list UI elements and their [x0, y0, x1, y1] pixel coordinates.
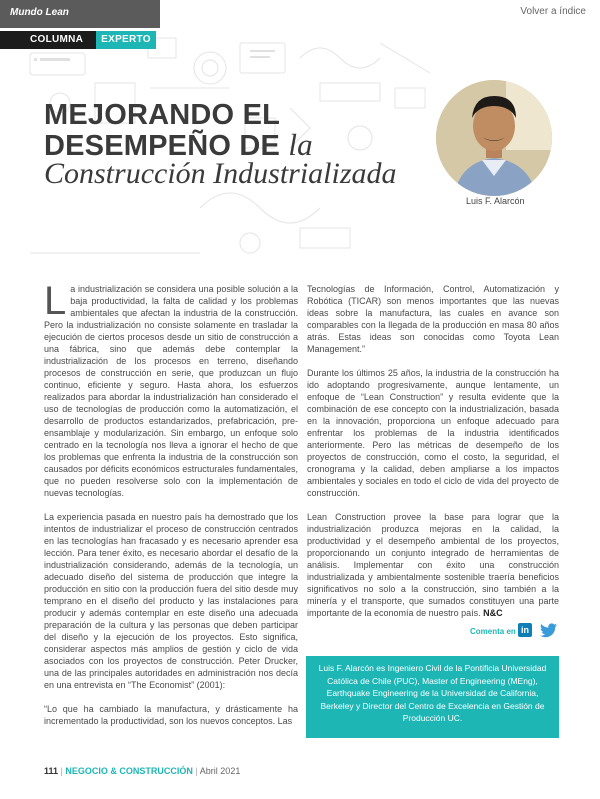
header-bar [0, 0, 160, 28]
paragraph: La experiencia pasada en nuestro país ha demostrado que los intentos de industrializar el proceso de construcción centrados en las tecnologías han fracasado y es necesario aprender esa lección. Para tener éxito, es necesario abordar el desafío de la industrialización considerando, además de la tecnología, un adecuado diseño del sistema de producción que integre la producción en sitio con la producción fuera del sitio desde muy temprano en el diseño del producto y las instalaciones para producir y además contemplar en este diseño una adecuada preparación de la cultura y las personas que deben participar del diseño y la ejecución de los proyectos. Esto significa, considerar aspectos más amplios de gestión y ciclo de vida asociados con los proyectos de construcción. Peter Drucker, una de las principales autoridades en administración nos decía en una entrevista en “The Economist” (2001): [44, 512, 298, 690]
article-column-1 [44, 279, 298, 739]
expert-tag: EXPERTO [96, 31, 156, 49]
title-line-3: Construcción Industrializada [44, 157, 397, 190]
title-line-1: MEJORANDO EL [44, 99, 281, 131]
author-bio-box: Luis F. Alarcón es Ingeniero Civil de la Pontificia Universidad Católica de Chile (PUC), Master of Engineering (MEng), Earthquake Engineering de la Universidad de California, Berkeley y Director del Centro de Excelencia en Gestión de Producción UC. [306, 656, 559, 738]
magazine-name: NEGOCIO & CONSTRUCCIÓN [65, 766, 193, 776]
column-tag: COLUMNA [0, 31, 96, 49]
footer-separator: | [195, 766, 198, 776]
paragraph: Tecnologías de Información, Control, Automatización y Robótica (TICAR) son menos importantes que las nuevas ideas sobre la manufactura, las cuales en avance son comparables con la llegada de la producción en masa 80 años atrás. Estas ideas son conocidas como Toyota Lean Management.” [307, 284, 559, 354]
share-label: Comenta en [470, 627, 516, 636]
twitter-icon[interactable] [540, 623, 557, 638]
drop-cap: L [44, 279, 67, 323]
paragraph [307, 511, 559, 619]
page-number: 111 [44, 766, 59, 776]
back-to-index-link[interactable]: Volver a índice [520, 6, 586, 17]
footer-separator: | [60, 766, 63, 776]
paragraph-text: a industrialización se considera una posible solución a la baja productividad, la falta de calidad y los problemas ambientales que afectan la industria de la construcción. Pero la industrialización no consiste solamente en trasladar la ejecución de ciertos procesos desde un sitio de construcción a una fábrica, sino que además debe contemplar la industrialización de los procesos en terreno, diseñando procesos de construcción en serie, que produzcan un flujo continuo, eficiente y seguro. Hasta ahora, los esfuerzos realizados para abordar la industrialización han considerado el uso de tecnologías de producción como la automatización, el desarrollo de productos estandarizados, prefabricación, pre-ensamblaje y modularización. Sin embargo, un enfoque solo centrado en la tecnología nos lleva a ignorar el hecho de que los problemas que enfrenta la industria de la construcción son causados por déficits económicos estructurales fundamentales, que no pueden resolverse solo con la implementación de nuevas tecnologías. [44, 284, 298, 498]
linkedin-icon[interactable]: in [518, 623, 532, 637]
author-portrait [436, 80, 552, 196]
title-line-2-italic: la [288, 127, 313, 162]
paragraph-text: Lean Construction provee la base para lograr que la industrialización produzca mejoras en la calidad, la productividad y el desempeño ambiental de los proyectos, proporcionando un conjunto integrado de herramientas de análisis. Implementar con éxito una construcción industrializada y ambientalmente sostenible traería beneficios significativos no solo a la construcción, sino también a la minería y el transporte, que sumados constituyen una parte importante de la economía de nuestro país. [307, 512, 559, 618]
section-label: Mundo Lean [10, 7, 69, 18]
end-mark: N&C [483, 608, 503, 618]
paragraph: Durante los últimos 25 años, la industria de la construcción ha ido adoptando progresivamente, aunque lentamente, un enfoque de “Lean Construction” y resulta evidente que la combinación de ese concepto con la industrialización, basada en la innovación, proporciona un enfoque adecuado para enfrentar los problemas de la industria identificados anteriormente. Pero las métricas de desempeño de los proyectos de construcción, como el costo, la seguridad, el cronograma y la calidad, deben ampliarse a los impactos ambientales y sociales en todo el ciclo de vida del proyecto de construcción. [307, 368, 559, 498]
page-footer [44, 766, 240, 776]
article-column-2 [307, 283, 559, 631]
title-line-2-bold: DESEMPEÑO DE [44, 130, 281, 162]
issue-date: Abril 2021 [199, 766, 241, 776]
paragraph: “Lo que ha cambiado la manufactura, y drásticamente ha incrementado la productividad, son los nuevos conceptos. Las [44, 704, 298, 726]
paragraph [44, 279, 298, 499]
author-name: Luis F. Alarcón [466, 196, 525, 206]
